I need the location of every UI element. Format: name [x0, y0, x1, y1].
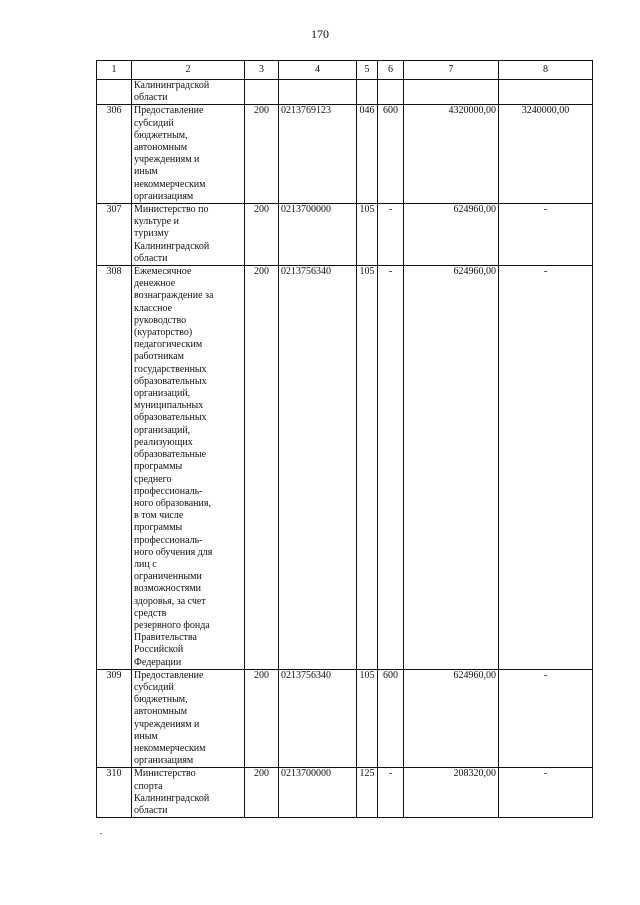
- row-col-3: 200: [245, 669, 279, 768]
- row-name: Предоставление субсидий бюджетным, автономным учреждениям и иным некоммерческим организациям: [132, 105, 245, 204]
- row-col-6: 600: [378, 105, 404, 204]
- row-col-3: 200: [245, 266, 279, 670]
- row-col-4: 0213756340: [279, 266, 357, 670]
- row-col-7: 624960,00: [404, 266, 499, 670]
- row-col-8: -: [499, 266, 593, 670]
- row-col-7: 624960,00: [404, 204, 499, 266]
- header-col-2: 2: [132, 61, 245, 80]
- row-col-4: 0213769123: [279, 105, 357, 204]
- row-col-7: 208320,00: [404, 768, 499, 818]
- table-row: [97, 80, 593, 105]
- row-number: 307: [97, 204, 132, 266]
- row-col-5: [357, 80, 378, 105]
- row-col-3: 200: [245, 768, 279, 818]
- header-col-1: 1: [97, 61, 132, 80]
- row-name: Калининградской области: [132, 80, 245, 105]
- header-col-4: 4: [279, 61, 357, 80]
- table-row: [97, 105, 593, 204]
- budget-table: [96, 60, 593, 818]
- row-number: 309: [97, 669, 132, 768]
- table-row: [97, 768, 593, 818]
- row-col-6: [378, 80, 404, 105]
- table-row: [97, 204, 593, 266]
- row-col-8: [499, 80, 593, 105]
- table-row: [97, 266, 593, 670]
- row-col-8: 3240000,00: [499, 105, 593, 204]
- header-col-5: 5: [357, 61, 378, 80]
- row-col-3: 200: [245, 204, 279, 266]
- row-number: 308: [97, 266, 132, 670]
- row-col-5: 105: [357, 266, 378, 670]
- row-col-4: 0213756340: [279, 669, 357, 768]
- row-name: Министерство спорта Калининградской области: [132, 768, 245, 818]
- table-header-row: [97, 61, 593, 80]
- row-col-5: 125: [357, 768, 378, 818]
- row-col-6: -: [378, 266, 404, 670]
- row-col-8: -: [499, 669, 593, 768]
- header-col-7: 7: [404, 61, 499, 80]
- row-col-3: [245, 80, 279, 105]
- row-col-7: 4320000,00: [404, 105, 499, 204]
- row-col-5: 105: [357, 669, 378, 768]
- row-number: [97, 80, 132, 105]
- header-col-8: 8: [499, 61, 593, 80]
- row-name: Министерство по культуре и туризму Калининградской области: [132, 204, 245, 266]
- row-col-3: 200: [245, 105, 279, 204]
- row-col-5: 105: [357, 204, 378, 266]
- row-number: 310: [97, 768, 132, 818]
- row-name: Ежемесячное денежное вознаграждение за классное руководство (кураторство) педагогическим работникам государственных образовательных организаций, муниципальных образовательных организаций, реализующих образовательные программы среднего профессиональ- ного образования, в том числе программы профессиональ- ного обучения для лиц с ограниченными возможностями здоровья, за счет средств резервного фонда Правительства Российской Федерации: [132, 266, 245, 670]
- row-number: 306: [97, 105, 132, 204]
- row-col-7: [404, 80, 499, 105]
- row-col-7: 624960,00: [404, 669, 499, 768]
- row-col-4: 0213700000: [279, 204, 357, 266]
- row-col-6: -: [378, 768, 404, 818]
- row-col-8: -: [499, 768, 593, 818]
- row-col-4: 0213700000: [279, 768, 357, 818]
- row-col-6: 600: [378, 669, 404, 768]
- row-col-6: -: [378, 204, 404, 266]
- row-col-5: 046: [357, 105, 378, 204]
- page-number: 170: [311, 27, 329, 41]
- table-row: [97, 669, 593, 768]
- row-col-4: [279, 80, 357, 105]
- scan-speck: [100, 833, 102, 834]
- row-name: Предоставление субсидий бюджетным, автономным учреждениям и иным некоммерческим организациям: [132, 669, 245, 768]
- row-col-8: -: [499, 204, 593, 266]
- header-col-6: 6: [378, 61, 404, 80]
- header-col-3: 3: [245, 61, 279, 80]
